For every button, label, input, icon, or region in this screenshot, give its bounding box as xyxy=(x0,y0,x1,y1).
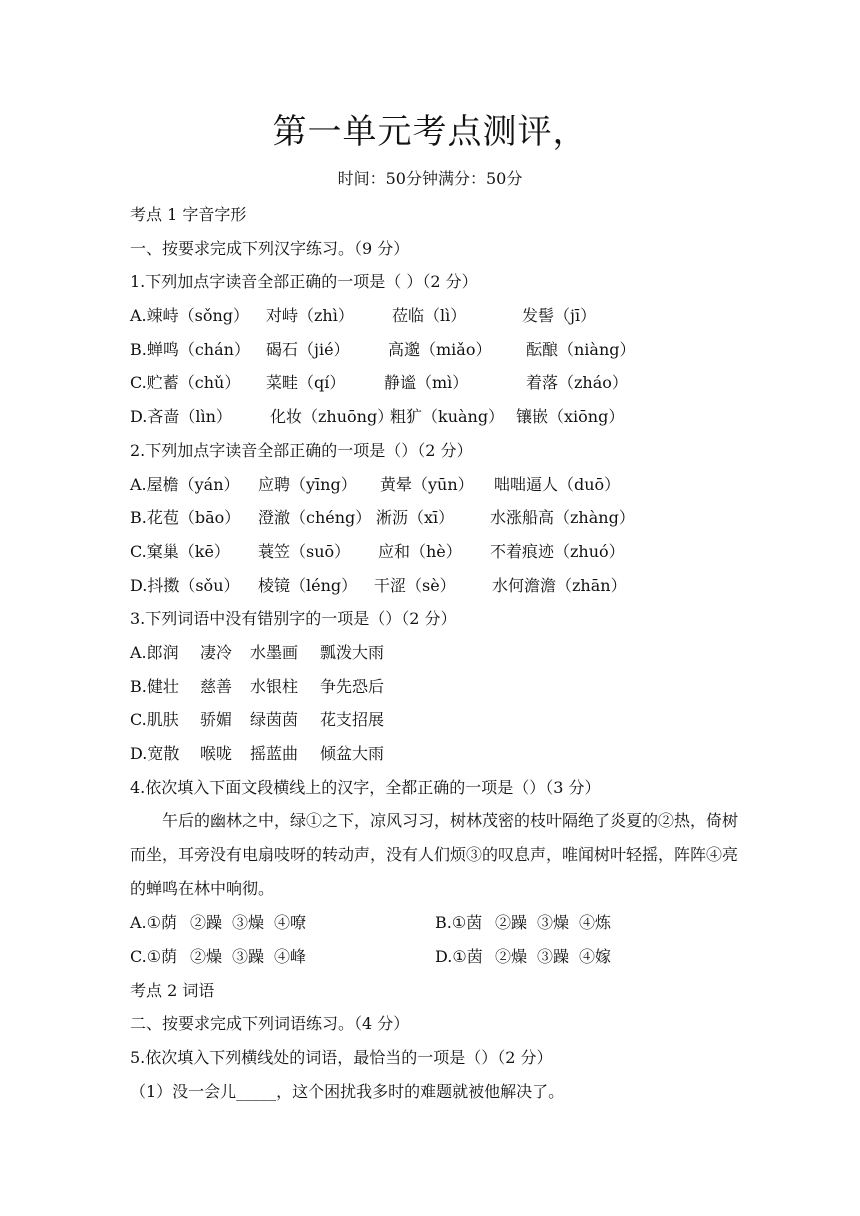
option-item: D.宽散 xyxy=(130,744,180,763)
option-item: 碣石（jié） xyxy=(266,339,350,359)
option-row xyxy=(130,703,740,737)
option-item: 棱镜（léng） xyxy=(258,575,358,595)
option-item: B.健壮 xyxy=(130,676,179,696)
option-row xyxy=(130,535,740,569)
option-item: A.郎润 xyxy=(130,642,179,662)
question-stem: 3.下列词语中没有错别字的一项是（）（2 分） xyxy=(130,609,457,629)
option-item: 水墨画 xyxy=(250,642,299,662)
option-item: 花支招展 xyxy=(320,710,385,730)
section-heading: 一、按要求完成下列汉字练习。（9 分） xyxy=(130,238,410,258)
option-item: 摇蓝曲 xyxy=(250,744,299,763)
option-item: 干涩（sè） xyxy=(374,575,456,595)
question-stem: 1.下列加点字读音全部正确的一项是（ ）（2 分） xyxy=(130,272,478,292)
option-item: 水涨船高（zhàng） xyxy=(490,508,635,528)
option-row xyxy=(130,636,740,670)
option-item: 水银柱 xyxy=(250,676,299,696)
option-item: C.①荫 ②燥 ③躁 ④峰 xyxy=(130,947,307,967)
option-item: 凄冷 xyxy=(200,642,233,662)
exam-time-score: 时间：50分钟满分：50分 xyxy=(337,169,523,188)
option-row xyxy=(130,468,740,502)
option-row xyxy=(130,299,740,333)
option-item: 粗犷（kuàng） xyxy=(390,407,505,427)
option-row xyxy=(130,366,740,400)
option-item: A.①荫 ②躁 ③燥 ④嘹 xyxy=(130,913,307,933)
option-item: A.竦峙（sǒng） xyxy=(130,306,250,326)
page-title: 第一单元考点测评， xyxy=(272,112,588,152)
option-row xyxy=(130,333,740,367)
option-item: C.贮蓄（chǔ） xyxy=(130,373,241,393)
option-item: 静谧（mì） xyxy=(384,373,469,393)
option-item: 不着痕迹（zhuó） xyxy=(490,541,625,561)
option-item: 菜畦（qí） xyxy=(266,373,346,393)
option-row xyxy=(130,670,740,704)
exam-content xyxy=(130,198,740,1109)
option-item: D.①茵 ②燥 ③躁 ④嫁 xyxy=(435,947,612,967)
option-row xyxy=(130,400,740,434)
option-item: 酝酿（niàng） xyxy=(526,339,636,359)
kaodian-heading: 考点 2 词语 xyxy=(130,980,215,1000)
option-item: 绿茵茵 xyxy=(250,710,299,730)
option-item: 发髻（jī） xyxy=(522,306,597,326)
option-item: 蓑笠（suō） xyxy=(258,541,351,561)
question-stem: 5.依次填入下列横线处的词语，最恰当的一项是（）（2 分） xyxy=(130,1048,553,1068)
option-item: 倾盆大雨 xyxy=(320,744,385,763)
option-item: 瓢泼大雨 xyxy=(320,642,385,662)
reading-passage: 午后的幽林之中，绿①之下，凉风习习，树林茂密的枝叶隔绝了炎夏的②热，倚树而坐，耳旁没有电扇吱呀的转动声，没有人们烦③的叹息声，唯闻树叶轻摇，阵阵④亮的蝉鸣在林中响彻。 xyxy=(130,811,739,899)
option-row xyxy=(130,737,740,771)
option-item: 水何澹澹（zhān） xyxy=(492,575,627,595)
option-item: 应和（hè） xyxy=(378,541,462,561)
option-item: B.蝉鸣（chán） xyxy=(130,339,250,359)
option-item: 化妆（zhuōng） xyxy=(270,407,394,427)
option-item: A.屋檐（yán） xyxy=(130,474,240,494)
option-item: B.①茵 ②躁 ③燥 ④炼 xyxy=(435,913,612,933)
option-item: 高邈（miǎo） xyxy=(388,339,492,359)
option-row xyxy=(130,501,740,535)
kaodian-heading: 考点 1 字音字形 xyxy=(130,205,247,224)
option-item: 骄媚 xyxy=(200,710,233,730)
option-item: B.花苞（bāo） xyxy=(130,508,241,528)
option-row xyxy=(130,569,740,603)
option-item: 着落（zháo） xyxy=(526,373,628,393)
option-item: 慈善 xyxy=(200,676,233,696)
option-item: 澄澈（chéng） xyxy=(258,508,372,528)
option-item: 争先恐后 xyxy=(320,676,385,696)
option-item: 莅临（lì） xyxy=(392,306,467,326)
option-item: 淅沥（xī） xyxy=(376,508,455,528)
question-stem: 2.下列加点字读音全部正确的一项是（）（2 分） xyxy=(130,440,473,460)
fill-in-blank-item: （1）没一会儿_____，这个困扰我多时的难题就被他解决了。 xyxy=(130,1081,565,1101)
option-item: C.肌肤 xyxy=(130,710,179,730)
option-row xyxy=(130,906,740,940)
option-row xyxy=(130,940,740,974)
option-item: 喉咙 xyxy=(200,744,233,763)
option-item: 应聘（yīng） xyxy=(258,474,357,494)
option-item: 镶嵌（xiōng） xyxy=(516,407,625,427)
option-item: 黄晕（yūn） xyxy=(380,474,474,494)
option-item: D.吝啬（lìn） xyxy=(130,407,232,427)
question-stem: 4.依次填入下面文段横线上的汉字，全都正确的一项是（）（3 分） xyxy=(130,777,601,797)
option-item: C.窠巢（kē） xyxy=(130,541,230,561)
option-item: 对峙（zhì） xyxy=(266,306,354,326)
section-heading: 二、按要求完成下列词语练习。（4 分） xyxy=(130,1014,410,1034)
option-item: D.抖擞（sǒu） xyxy=(130,575,240,595)
option-item: 咄咄逼人（duō） xyxy=(494,474,621,494)
